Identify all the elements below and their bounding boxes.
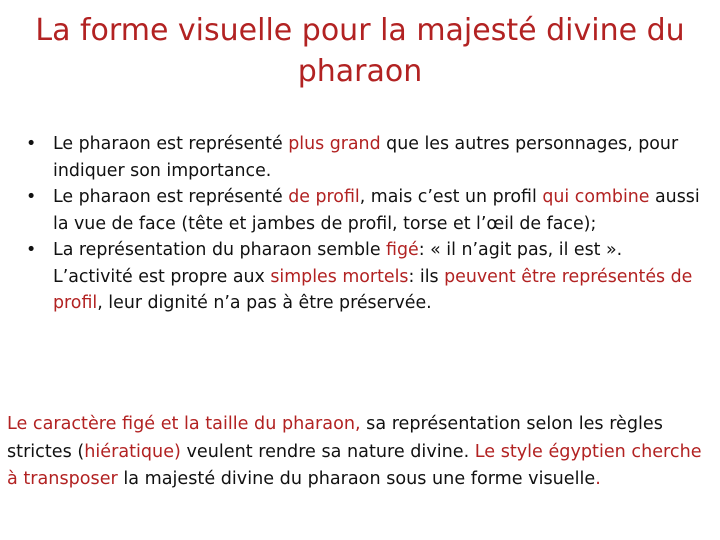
highlight-run: simples mortels: [270, 266, 409, 287]
text-run: : ils: [408, 266, 445, 287]
bullet-icon: •: [26, 240, 37, 260]
text-run: La représentation du pharaon semble: [53, 240, 387, 260]
highlight-run: Le caractère figé et la taille du pharaon,: [7, 414, 361, 434]
bullet-item: [26, 184, 706, 237]
text-run: , mais c’est un profil: [359, 187, 543, 207]
text-run: Le pharaon est représenté: [53, 187, 289, 207]
bullet-text: [53, 187, 700, 234]
conclusion-paragraph: [7, 411, 713, 494]
highlight-run: hiératique): [84, 441, 181, 462]
highlight-run: Le style égyptien cherche à transposer: [7, 441, 702, 489]
bullet-icon: •: [26, 134, 37, 154]
bullet-list: [26, 131, 706, 317]
text-run: Le pharaon est représenté: [53, 134, 289, 154]
text-run: : « il n’agit pas, il est ». L’activité est propre aux: [53, 240, 623, 287]
highlight-run: peuvent être représentés de profil: [53, 266, 693, 313]
highlight-run: qui combine: [542, 187, 650, 207]
highlight-run: de profil: [288, 187, 360, 207]
text-run: aussi la vue de face (tête et jambes de profil, torse et l’œil de face);: [53, 187, 700, 234]
highlight-run: figé: [386, 240, 419, 260]
bullet-item: [26, 237, 706, 317]
text-run: sa représentation selon les règles strictes (: [7, 414, 663, 462]
bullet-item: [26, 131, 706, 184]
text-run: , leur dignité n’a pas à être préservée.: [97, 293, 432, 313]
text-run: veulent rendre sa nature divine.: [180, 441, 475, 462]
bullet-text: [53, 240, 692, 313]
highlight-run: .: [595, 469, 601, 489]
text-run: que les autres personnages, pour indiquer son importance.: [53, 134, 679, 181]
bullet-text: [53, 134, 678, 181]
highlight-run: plus grand: [288, 134, 381, 154]
text-run: la majesté divine du pharaon sous une forme visuelle: [117, 469, 596, 489]
slide-title: La forme visuelle pour la majesté divine du pharaon: [35, 13, 685, 89]
bullet-icon: •: [26, 187, 37, 207]
